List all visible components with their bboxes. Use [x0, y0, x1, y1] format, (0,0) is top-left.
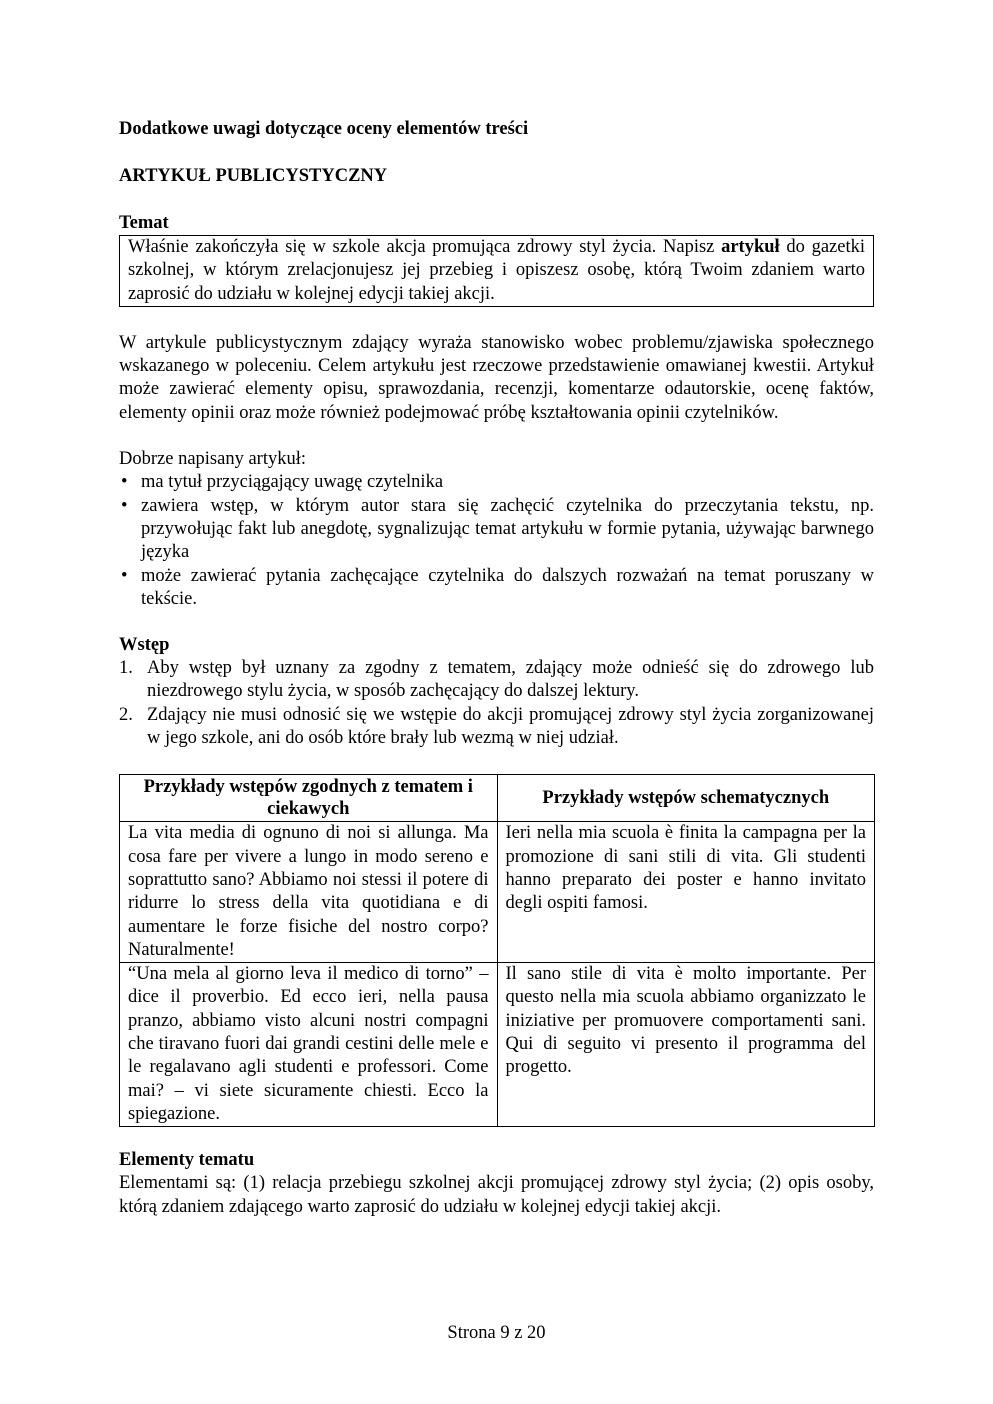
- notes-title: Dodatkowe uwagi dotyczące oceny elementów treści: [119, 119, 529, 139]
- list-item: 1. Aby wstęp był uznany za zgodny z tematem, zdający może odnieść się do zdrowego lub niezdrowego stylu życia, w sposób zachęcający do dalszej lektury.: [119, 658, 874, 702]
- topic-keyword: artykuł: [721, 237, 780, 257]
- topic-elements-text: Elementami są: (1) relacja przebiegu szkolnej akcji promującej zdrowy styl życia; (2) opis osoby, którą zdaniem zdającego warto zaprosić do udziału w kolejnej edycji takiej akcji.: [119, 1173, 874, 1217]
- intro-heading: Wstęp: [119, 635, 170, 656]
- table-cell: Ieri nella mia scuola è finita la campagna per la promozione di sani stili di vita. Gli studenti hanno preparato dei poster e hanno invitato degli ospiti famosi.: [497, 822, 875, 963]
- page-number: Strona 9 z 20: [447, 1323, 546, 1343]
- document-page: [119, 0, 874, 1219]
- table-header-good: Przykłady wstępów zgodnych z tematem i ciekawych: [120, 775, 498, 822]
- good-article-lead: Dobrze napisany artykuł:: [119, 449, 306, 470]
- table-header-row: [120, 775, 875, 822]
- intro-rules-list: [119, 657, 874, 750]
- topic-box: [119, 235, 874, 307]
- topic-text: Właśnie zakończyła się w szkole akcja promująca zdrowy styl życia. Napisz artykuł do gazetki szkolnej, w którym zrelacjonujesz jej przebieg i opiszesz osobę, którą Twoim zdaniem warto zaprosić do udziału w kolejnej edycji takiej akcji.: [128, 237, 865, 304]
- list-item: 2. Zdający nie musi odnosić się we wstępie do akcji promującej zdrowy styl życia zorganizowanej w jego szkole, ani do osób które brały lub wezmą w niej udział.: [119, 704, 874, 749]
- genre-title: ARTYKUŁ PUBLICYSTYCZNY: [119, 166, 388, 186]
- list-item: • może zawierać pytania zachęcające czytelnika do dalszych rozważań na temat poruszany w tekście.: [119, 565, 874, 612]
- table-cell: “Una mela al giorno leva il medico di torno” – dice il proverbio. Ed ecco ieri, nella pausa pranzo, abbiamo visto alcuni nostri compagni che tiravano fuori dai grandi cestini delle mele e le regalavano agli studenti e professori. Come mai? – vi siete sicuramente chiesti. Ecco la spiegazione.: [120, 963, 498, 1127]
- table-row: [120, 822, 875, 963]
- table-row: [120, 963, 875, 1127]
- good-article-list: [119, 471, 874, 611]
- topic-elements-heading: Elementy tematu: [119, 1150, 255, 1171]
- topic-heading: Temat: [119, 213, 169, 233]
- examples-table: [119, 774, 875, 1127]
- table-cell: Il sano stile di vita è molto importante. Per questo nella mia scuola abbiamo organizzato le iniziative per promuovere comportamenti sani. Qui di seguito vi presento il programma del progetto.: [497, 963, 875, 1127]
- table-cell: La vita media di ognuno di noi si allunga. Ma cosa fare per vivere a lungo in modo sereno e soprattutto sano? Abbiamo noi stessi il potere di ridurre lo stress della vita quotidiana e di aumentare le forze fisiche del nostro corpo? Naturalmente!: [120, 822, 498, 963]
- table-header-schematic: Przykłady wstępów schematycznych: [497, 775, 875, 822]
- list-item: • zawiera wstęp, w którym autor stara się zachęcić czytelnika do przeczytania tekstu, np. przywołując fakt lub anegdotę, sygnalizując temat artykułu w formie pytania, używając barwnego języka: [119, 495, 874, 565]
- list-item: • ma tytuł przyciągający uwagę czytelnika: [119, 471, 874, 494]
- intro-paragraph: W artykule publicystycznym zdający wyraża stanowisko wobec problemu/zjawiska społecznego wskazanego w poleceniu. Celem artykułu jest rzeczowe przedstawienie omawianej kwestii. Artykuł może zawierać elementy opisu, sprawozdania, recenzji, komentarze odautorskie, ocenę faktów, elementy opinii oraz może również podejmować próbę kształtowania opinii czytelników.: [119, 332, 874, 423]
